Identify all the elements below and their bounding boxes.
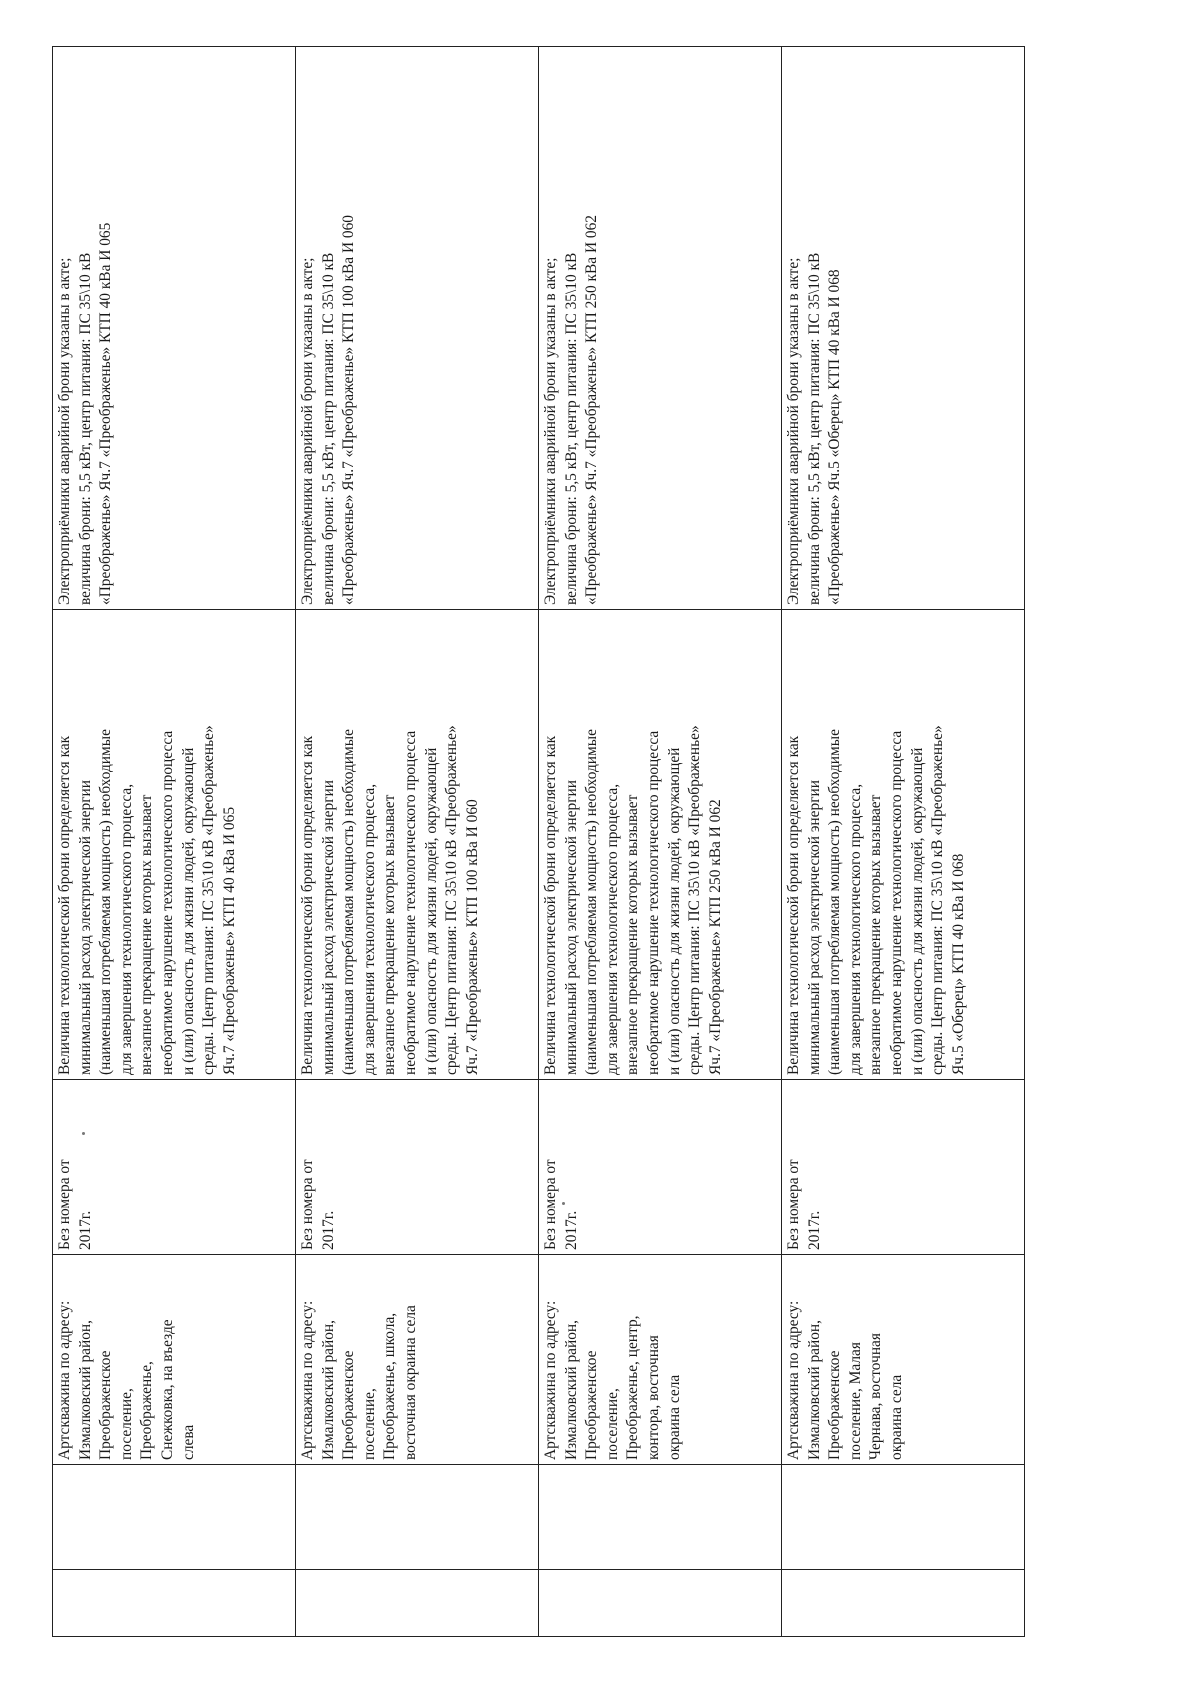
blank-cell-a: [53, 1570, 296, 1637]
emergency-reserve-cell: Электроприёмники аварийной брони указаны в акте; величина брони: 5,5 кВт, центр питания: ПС 35\10 кВ «Преображенье» Яч.5 «Оберец» КТП 40 кВа И 068: [782, 47, 1025, 610]
blank-cell-a: [782, 1570, 1025, 1637]
blank-cell-b: [539, 1465, 782, 1570]
rotated-document-page: [52, 47, 1022, 1637]
blank-cell-b: [53, 1465, 296, 1570]
act-cell: Без номера от 2017г.: [539, 1080, 782, 1255]
location-cell: Артскважина по адресу: Измалковский район, Преображенское поселение, Преображенье, школа, восточная окраина села: [296, 1255, 539, 1465]
emergency-reserve-cell: Электроприёмники аварийной брони указаны в акте; величина брони: 5,5 кВт, центр питания: ПС 35\10 кВ «Преображенье» Яч.7 «Преображенье» КТП 40 кВа И 065: [53, 47, 296, 610]
tech-reserve-cell: Величина технологической брони определяется как минимальный расход электрической энергии (наименьшая потребляемая мощность) необходимые для завершения технологического процесса, внезапное прекращение которых вызывает необратимое нарушение технологического процесса и (или) опасность для жизни людей, окружающей среды. Центр питания: ПС 35\10 кВ «Преображенье» Яч.5 «Оберец» КТП 40 кВа И 068: [782, 610, 1025, 1080]
act-cell: Без номера от 2017г.: [782, 1080, 1025, 1255]
emergency-reserve-cell: Электроприёмники аварийной брони указаны в акте; величина брони: 5,5 кВт, центр питания: ПС 35\10 кВ «Преображенье» Яч.7 «Преображенье» КТП 100 кВа И 060: [296, 47, 539, 610]
blank-cell-b: [782, 1465, 1025, 1570]
act-cell: Без номера от 2017г.: [53, 1080, 296, 1255]
reserve-table: [52, 46, 1025, 1637]
table-row: [539, 47, 782, 1637]
act-cell: Без номера от 2017г.: [296, 1080, 539, 1255]
scan-speck: [82, 1132, 85, 1135]
table-row: [53, 47, 296, 1637]
blank-cell-b: [296, 1465, 539, 1570]
blank-cell-a: [296, 1570, 539, 1637]
location-cell: Артскважина по адресу: Измалковский район, Преображенское поселение, Малая Чернава, восточная окраина села: [782, 1255, 1025, 1465]
location-cell: Артскважина по адресу: Измалковский район, Преображенское поселение, Преображенье, Снежковка, на въезде слева: [53, 1255, 296, 1465]
tech-reserve-cell: Величина технологической брони определяется как минимальный расход электрической энергии (наименьшая потребляемая мощность) необходимые для завершения технологического процесса, внезапное прекращение которых вызывает необратимое нарушение технологического процесса и (или) опасность для жизни людей, окружающей среды. Центр питания: ПС 35\10 кВ «Преображенье» Яч.7 «Преображенье» КТП 250 кВа И 062: [539, 610, 782, 1080]
emergency-reserve-cell: Электроприёмники аварийной брони указаны в акте; величина брони: 5,5 кВт, центр питания: ПС 35\10 кВ «Преображенье» Яч.7 «Преображенье» КТП 250 кВа И 062: [539, 47, 782, 610]
tech-reserve-cell: Величина технологической брони определяется как минимальный расход электрической энергии (наименьшая потребляемая мощность) необходимые для завершения технологического процесса, внезапное прекращение которых вызывает необратимое нарушение технологического процесса и (или) опасность для жизни людей, окружающей среды. Центр питания: ПС 35\10 кВ «Преображенье» Яч.7 «Преображенье» КТП 100 кВа И 060: [296, 610, 539, 1080]
tech-reserve-cell: Величина технологической брони определяется как минимальный расход электрической энергии (наименьшая потребляемая мощность) необходимые для завершения технологического процесса, внезапное прекращение которых вызывает необратимое нарушение технологического процесса и (или) опасность для жизни людей, окружающей среды. Центр питания: ПС 35\10 кВ «Преображенье» Яч.7 «Преображенье» КТП 40 кВа И 065: [53, 610, 296, 1080]
table-row: [782, 47, 1025, 1637]
blank-cell-a: [539, 1570, 782, 1637]
location-cell: Артскважина по адресу: Измалковский район, Преображенское поселение, Преображенье, центр, контора, восточная окраина села: [539, 1255, 782, 1465]
table-row: [296, 47, 539, 1637]
scan-speck: [562, 1202, 565, 1205]
